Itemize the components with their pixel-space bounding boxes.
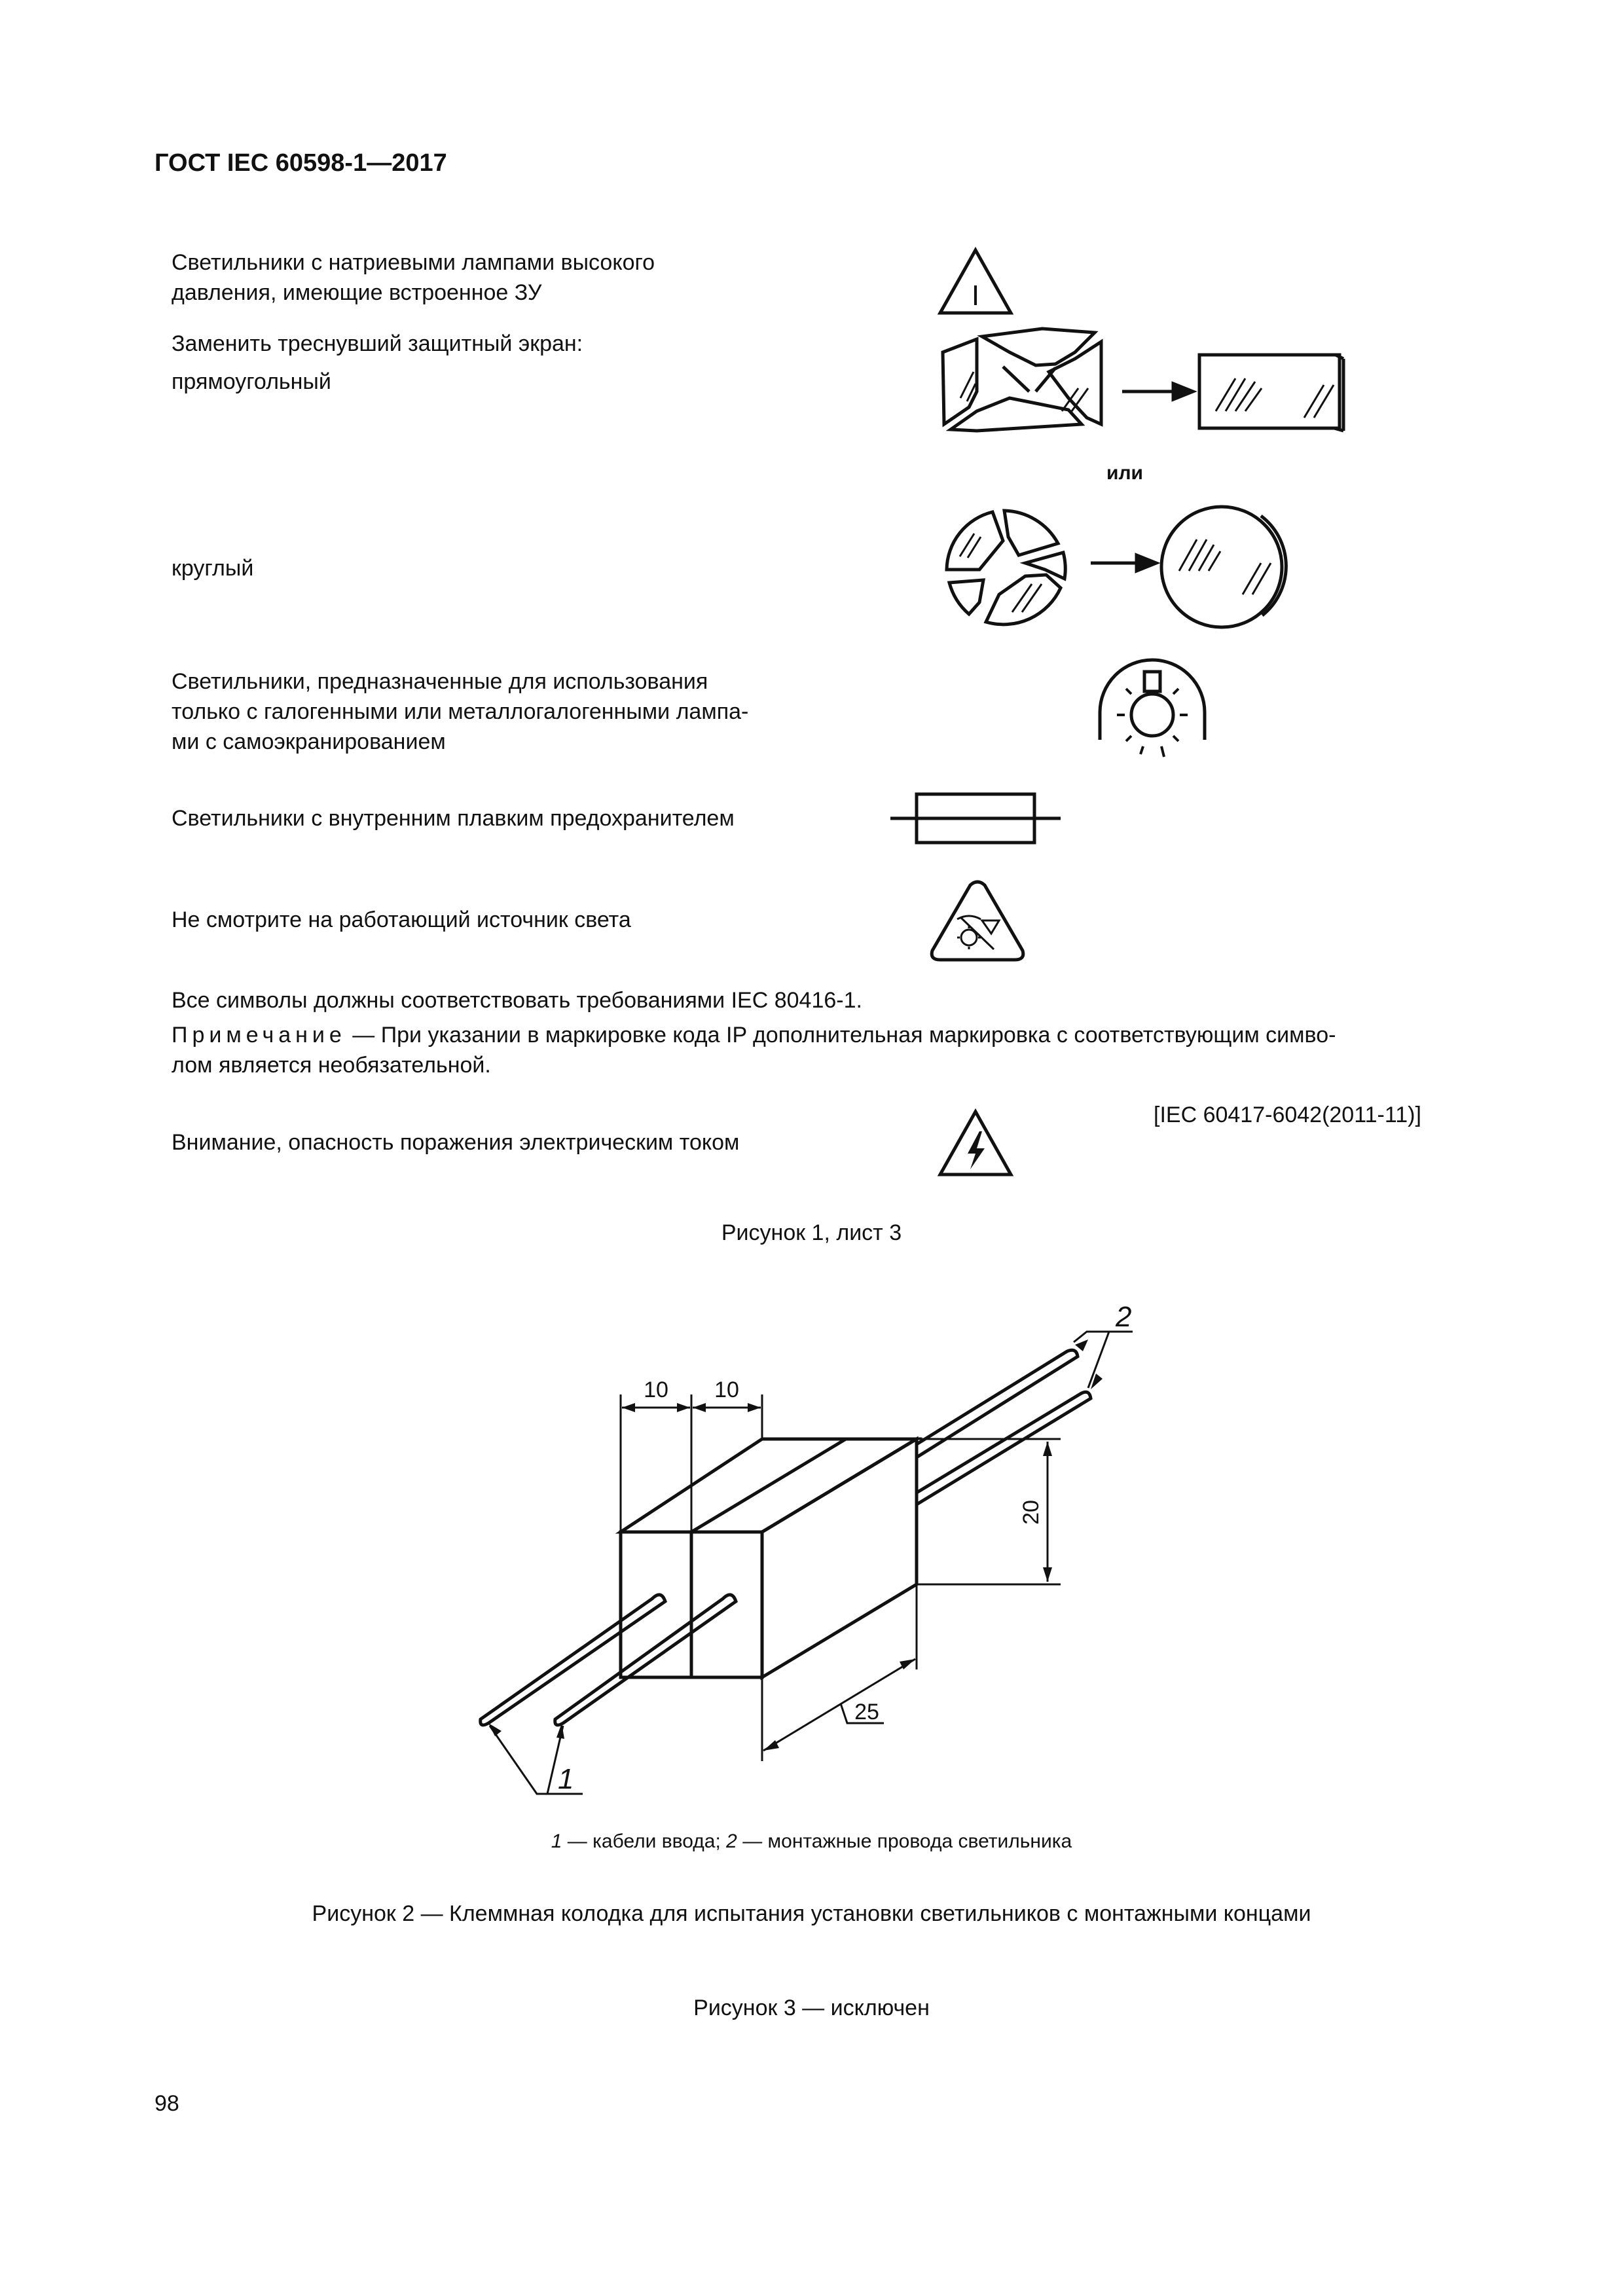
self-shielded-line2: только с галогенными или металлогалогенными лампа- [172,699,749,724]
electric-shock-text: Внимание, опасность поражения электрическим током [172,1130,740,1155]
no-look-text: Не смотрите на работающий источник света [172,907,631,932]
triangle-i-letter: I [971,280,980,312]
legend-num-1: 1 [551,1831,562,1852]
sodium-lamps-text [172,247,655,308]
note-label: Примечание [172,1023,346,1048]
do-not-look-warning-icon [928,879,1027,964]
legend-text-2: — монтажные провода светильника [737,1831,1072,1852]
document-header: ГОСТ IEC 60598-1—2017 [155,149,447,177]
dim-25: 25 [854,1700,879,1724]
replace-screen-title: Заменить треснувший защитный экран: [172,331,583,356]
figure3-caption: Рисунок 3 — исключен [693,1995,930,2020]
figure1-caption: Рисунок 1, лист 3 [721,1220,902,1245]
figure2-caption: Рисунок 2 — Клеммная колодка для испытания установки светильников с монтажными концами [312,1901,1311,1926]
self-shielded-text [172,666,811,757]
figure2-legend [0,1831,1623,1853]
self-shielded-line1: Светильники, предназначенные для использования [172,669,708,694]
note-block [172,1020,1468,1080]
legend-num-2: 2 [726,1831,737,1852]
callout-2: 2 [1116,1301,1132,1333]
note-text-line1: — При указании в маркировке кода IP дополнительная маркировка с соответствующим симво- [346,1023,1336,1048]
dim-20: 20 [1019,1500,1044,1525]
electric-shock-warning-icon [936,1108,1015,1180]
fuse-icon [890,789,1061,848]
cracked-round-screen-icon [940,498,1307,642]
symbols-statement: Все символы должны соответствовать требованиями IEC 80416-1. [172,988,862,1013]
dim-10-left: 10 [644,1377,668,1402]
self-shielded-lamp-icon [1093,655,1211,766]
note-line1 [172,1020,1468,1050]
self-shielded-line3: ми с самоэкранированием [172,729,446,754]
terminal-block-drawing [458,1296,1178,1807]
cracked-rect-screen-icon [938,326,1357,437]
iec-reference: [IEC 60417-6042(2011-11)] [1154,1102,1421,1127]
dim-10-right: 10 [714,1377,739,1402]
replace-screen-round-label: круглый [172,556,254,581]
internal-fuse-text: Светильники с внутренним плавким предохранителем [172,806,735,831]
note-text-line2: лом является необязательной. [172,1053,491,1078]
callout-1: 1 [558,1763,574,1795]
sodium-lamps-line2: давления, имеющие встроенное ЗУ [172,280,542,305]
replace-screen-rect-label: прямоугольный [172,369,331,394]
sodium-lamps-line1: Светильники с натриевыми лампами высокого [172,250,655,275]
warning-triangle-i-icon [936,246,1015,318]
or-label: или [1106,462,1143,484]
page-number: 98 [155,2091,179,2116]
legend-text-1: — кабели ввода; [562,1831,727,1852]
